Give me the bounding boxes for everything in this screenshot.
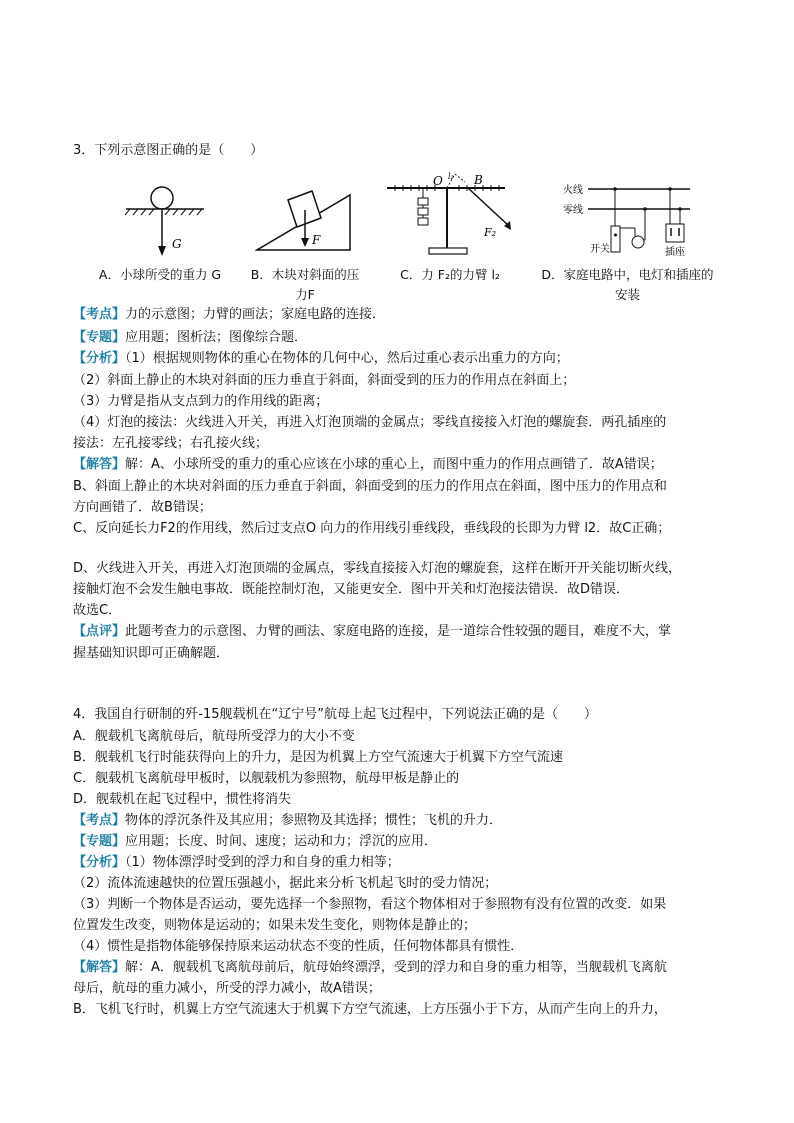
label-f2: F₂ (484, 226, 497, 239)
label-o: O (433, 174, 443, 188)
q4-kaodian: 【考点】物体的浮沉条件及其应用；参照物及其选择；惯性；飞机的升力． (73, 813, 503, 828)
fenxi-tag: 【分析】 (73, 351, 126, 366)
label-f: F (312, 233, 321, 247)
q4-zhuanti: 【专题】应用题；长度、时间、速度；运动和力；浮沉的应用． (73, 834, 438, 849)
q3-jieda-5: D、火线进入开关，再进入灯泡顶端的金属点，零线直接接入灯泡的螺旋套，这样在断开开关能切断火线， (73, 561, 682, 576)
label-neutral-wire: 零线 (563, 205, 583, 216)
q4-option-b: B．舰载机飞行时能获得向上的升力，是因为机翼上方空气流速大于机翼下方空气流速 (73, 750, 563, 765)
q4-fenxi-1: 【分析】（1）物体漂浮时受到的浮力和自身的重力相等； (73, 855, 400, 870)
caption-b-line2: 力F (295, 287, 315, 302)
q3-jieda-1: 【解答】解：A、小球所受的重力的重心应该在小球的重心上，而图中重力的作用点画错了．故A错误； (73, 457, 663, 472)
caption-c: C．力 F₂的力臂 l₂ (400, 267, 500, 282)
caption-b-line1: B．木块对斜面的压 (250, 267, 360, 282)
caption-d-line1: D．家庭电路中，电灯和插座的 (541, 267, 714, 282)
figure-c-lever (383, 168, 513, 260)
jieda-tag: 【解答】 (73, 960, 126, 975)
label-switch: 开关 (590, 244, 610, 255)
label-g: G (172, 237, 182, 251)
q3-fenxi-1: 【分析】（1）根据规则物体的重心在物体的几何中心，然后过重心表示出重力的方向； (73, 351, 569, 366)
jieda-tag: 【解答】 (73, 457, 126, 472)
q3-jieda-6: 接触灯泡不会发生触电事故．既能控制灯泡，又能更安全．图中开关和灯泡接法错误．故D错误． (73, 582, 630, 597)
q4-option-d: D．舰载机在起飞过程中，惯性将消失 (73, 792, 292, 807)
dianping-tag: 【点评】 (73, 624, 126, 639)
q3-fenxi-2: （2）斜面上静止的木块对斜面的压力垂直于斜面，斜面受到的压力的作用点在斜面上； (73, 373, 576, 388)
kaodian-tag: 【考点】 (73, 307, 126, 322)
kaodian-tag: 【考点】 (73, 813, 126, 828)
q4-fenxi-5: （4）惯性是指物体能够保持原来运动状态不变的性质，任何物体都具有惯性． (73, 939, 524, 954)
label-live-wire: 火线 (563, 185, 583, 196)
q4-title: 4．我国自行研制的歼-15舰载机在“辽宁号”航母上起飞过程中，下列说法正确的是（ ） (73, 707, 597, 722)
q4-fenxi-2: （2）流体流速越快的位置压强越小，据此来分析飞机起飞时的受力情况； (73, 876, 498, 891)
q4-fenxi-4: 位置发生改变，则物体是运动的；如果未发生变化，则物体是静止的； (73, 918, 477, 933)
label-b: B (474, 173, 483, 187)
figure-a-ball (120, 180, 210, 260)
zhuanti-tag: 【专题】 (73, 330, 126, 345)
q4-fenxi-3: （3）判断一个物体是否运动，要先选择一个参照物，看这个物体相对于参照物有没有位置的改变．如果 (73, 897, 667, 912)
q3-dianping-1: 【点评】此题考查力的示意图、力臂的画法、家庭电路的连接，是一道综合性较强的题目，难度不大，掌 (73, 624, 672, 639)
q3-jieda-7: 故选C． (73, 603, 122, 618)
q3-kaodian: 【考点】力的示意图；力臂的画法；家庭电路的连接． (73, 307, 386, 322)
label-socket: 插座 (665, 247, 685, 258)
q3-jieda-2: B、斜面上静止的木块对斜面的压力垂直于斜面，斜面受到的压力的作用点在斜面，图中压力的作用点和 (73, 479, 667, 494)
q3-fenxi-4: （4）灯泡的接法：火线进入开关，再进入灯泡顶端的金属点；零线直接接入灯泡的螺旋套．两孔插座的 (73, 415, 667, 430)
q3-dianping-2: 握基础知识即可正确解题． (73, 646, 230, 661)
q3-fenxi-5: 接法：左孔接零线；右孔接火线； (73, 436, 269, 451)
q4-option-a: A．舰载机飞离航母后，航母所受浮力的大小不变 (73, 729, 355, 744)
q3-jieda-4: C、反向延长力F2的作用线，然后过支点O 向力的作用线引垂线段，垂线段的长即为力臂 l2．故C正确； (73, 521, 671, 536)
q4-jieda-2: 母后，航母的重力减小，所受的浮力减小，故A错误； (73, 981, 381, 996)
figure-b-incline (255, 180, 355, 255)
q3-zhuanti: 【专题】应用题；图析法；图像综合题． (73, 330, 308, 345)
fenxi-tag: 【分析】 (73, 855, 126, 870)
q3-title: 3．下列示意图正确的是（ ） (73, 143, 264, 158)
q3-fenxi-3: （3）力臂是指从支点到力的作用线的距离； (73, 394, 329, 409)
label-l2: l₂ (448, 172, 454, 181)
figure-d-circuit (560, 180, 700, 260)
q4-option-c: C．舰载机飞离航母甲板时，以舰载机为参照物，航母甲板是静止的 (73, 771, 460, 786)
caption-d-line2: 安装 (614, 287, 640, 302)
zhuanti-tag: 【专题】 (73, 834, 126, 849)
q4-jieda-3: B．飞机飞行时，机翼上方空气流速大于机翼下方空气流速，上方压强小于下方，从而产生向上的升力， (73, 1002, 667, 1017)
q4-jieda-1: 【解答】解：A．舰载机飞离航母前后，航母始终漂浮，受到的浮力和自身的重力相等，当舰载机飞离航 (73, 960, 667, 975)
q3-jieda-3: 方向画错了．故B错误； (73, 500, 212, 515)
caption-a: A．小球所受的重力 G (98, 267, 222, 282)
